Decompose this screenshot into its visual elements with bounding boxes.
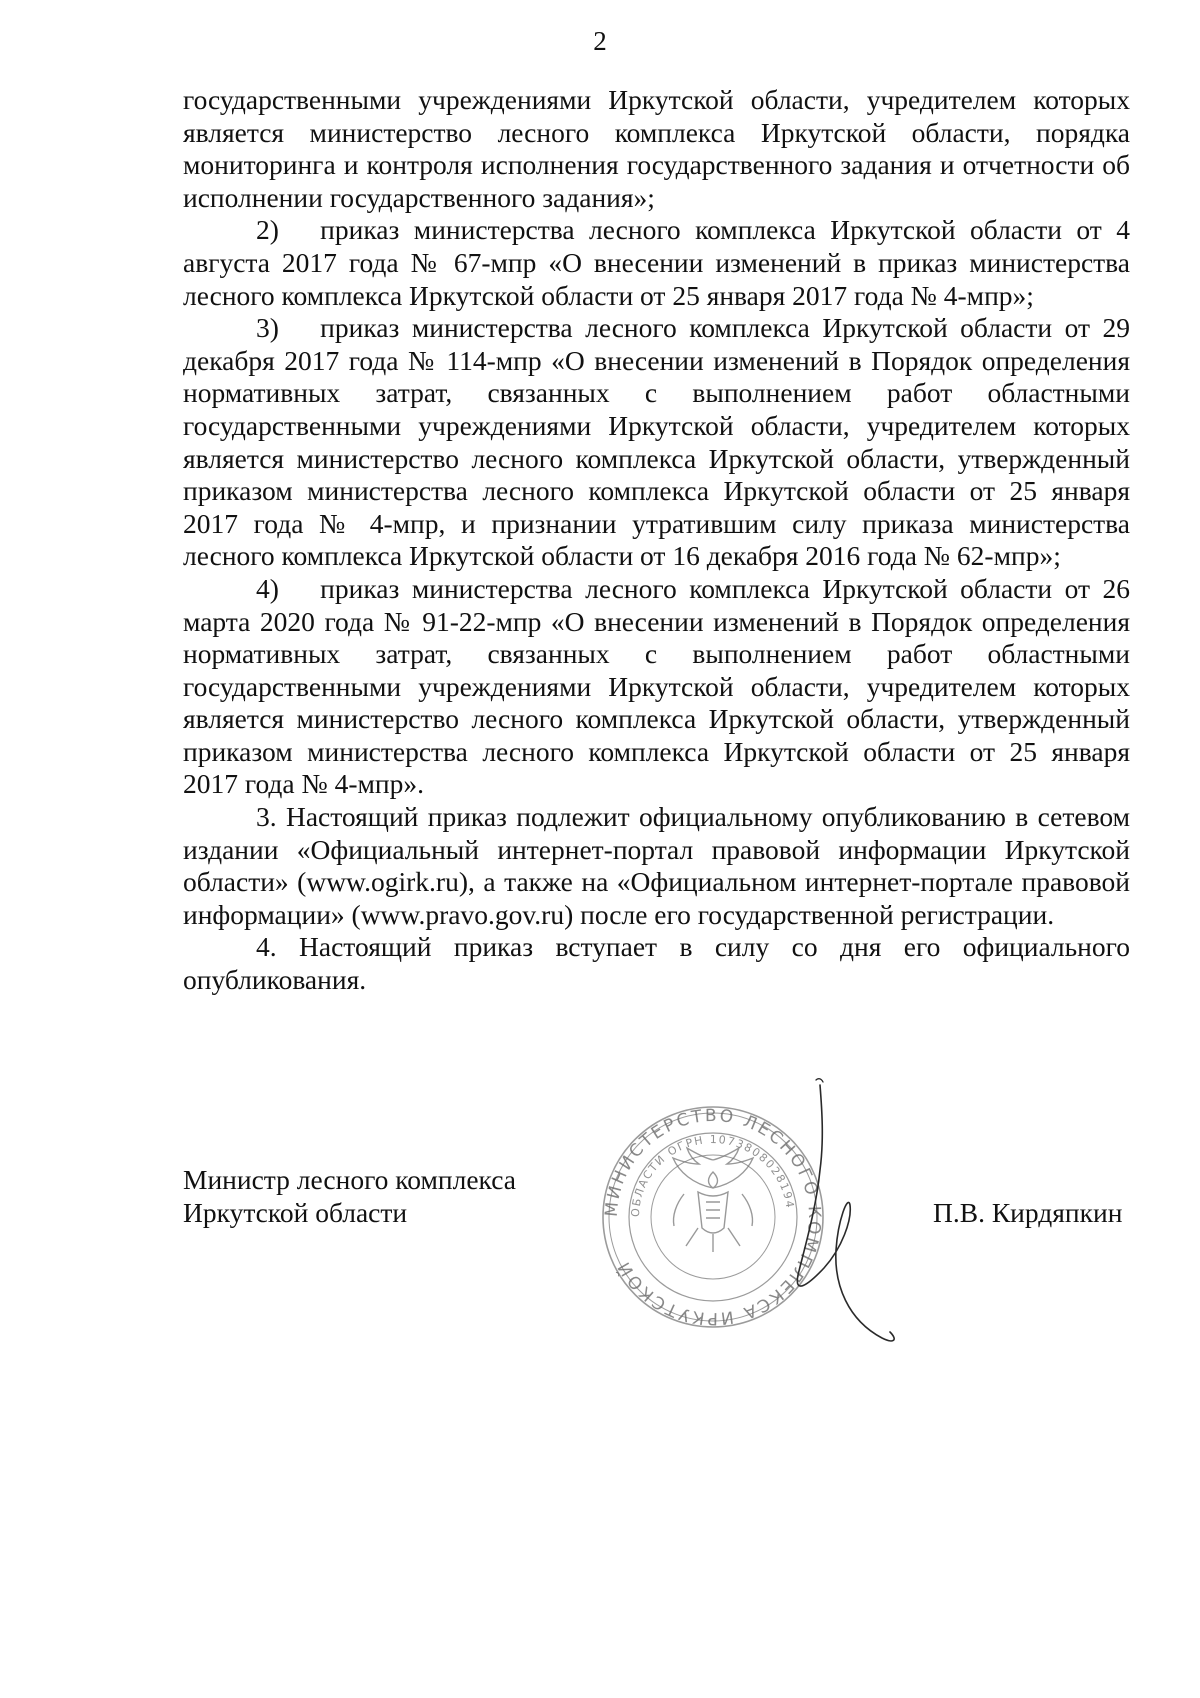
signatory-position-line-2: Иркутской области	[183, 1197, 408, 1228]
paragraph-section-4: 4. Настоящий приказ вступает в силу со дня его официального опубликования.	[183, 931, 1130, 996]
handwritten-signature	[790, 1070, 930, 1360]
page-number: 2	[593, 26, 607, 56]
signature-flourish	[816, 1079, 823, 1082]
signatory-name: П.В. Кирдяпкин	[933, 1197, 1123, 1228]
paragraph-continuation: государственными учреждениями Иркутской области, учредителем которых является министерство лесного комплекса Иркутской области, порядка мониторинга и контроля исполнения государственного задания и отчетности об исполнении государственного задания»;	[183, 84, 1130, 213]
document-body	[183, 84, 1130, 997]
seal-emblem	[673, 1148, 753, 1252]
signature-stroke	[797, 1085, 894, 1341]
paragraph-item-2: 2) приказ министерства лесного комплекса Иркутской области от 4 августа 2017 года № 67-мпр «О внесении изменений в приказ министерства лесного комплекса Иркутской области от 25 января 2017 года № 4-мпр»;	[183, 214, 1130, 311]
paragraph-section-3: 3. Настоящий приказ подлежит официальному опубликованию в сетевом издании «Официальный интернет-портал правовой информации Иркутской области» (www.ogirk.ru), а также на «Официальном интернет-портале правовой информации» (www.pravo.gov.ru) после его государственной регистрации.	[183, 801, 1130, 930]
seal-inner-textpath: ОБЛАСТИ ОГРН 1073808028194	[628, 1132, 797, 1218]
signatory-position	[183, 1163, 516, 1229]
paragraph-item-3: 3) приказ министерства лесного комплекса Иркутской области от 29 декабря 2017 года № 114-мпр «О внесении изменений в Порядок определения нормативных затрат, связанных с выполнением работ областными государственными учреждениями Иркутской области, учредителем которых является министерство лесного комплекса Иркутской области, утвержденный приказом министерства лесного комплекса Иркутской области от 25 января 2017 года № 4-мпр, и признании утратившим силу приказа министерства лесного комплекса Иркутской области от 16 декабря 2016 года № 62-мпр»;	[183, 312, 1130, 572]
signatory-position-line-1: Министр лесного комплекса	[183, 1164, 516, 1195]
paragraph-item-4: 4) приказ министерства лесного комплекса Иркутской области от 26 марта 2020 года № 91-22-мпр «О внесении изменений в Порядок определения нормативных затрат, связанных с выполнением работ областными государственными учреждениями Иркутской области, учредителем которых является министерство лесного комплекса Иркутской области, утвержденный приказом министерства лесного комплекса Иркутской области от 25 января 2017 года № 4-мпр».	[183, 572, 1130, 800]
seal-outer-textpath: МИНИСТЕРСТВО ЛЕСНОГО КОМПЛЕКСА ИРКУТСКОЙ	[601, 1105, 825, 1329]
